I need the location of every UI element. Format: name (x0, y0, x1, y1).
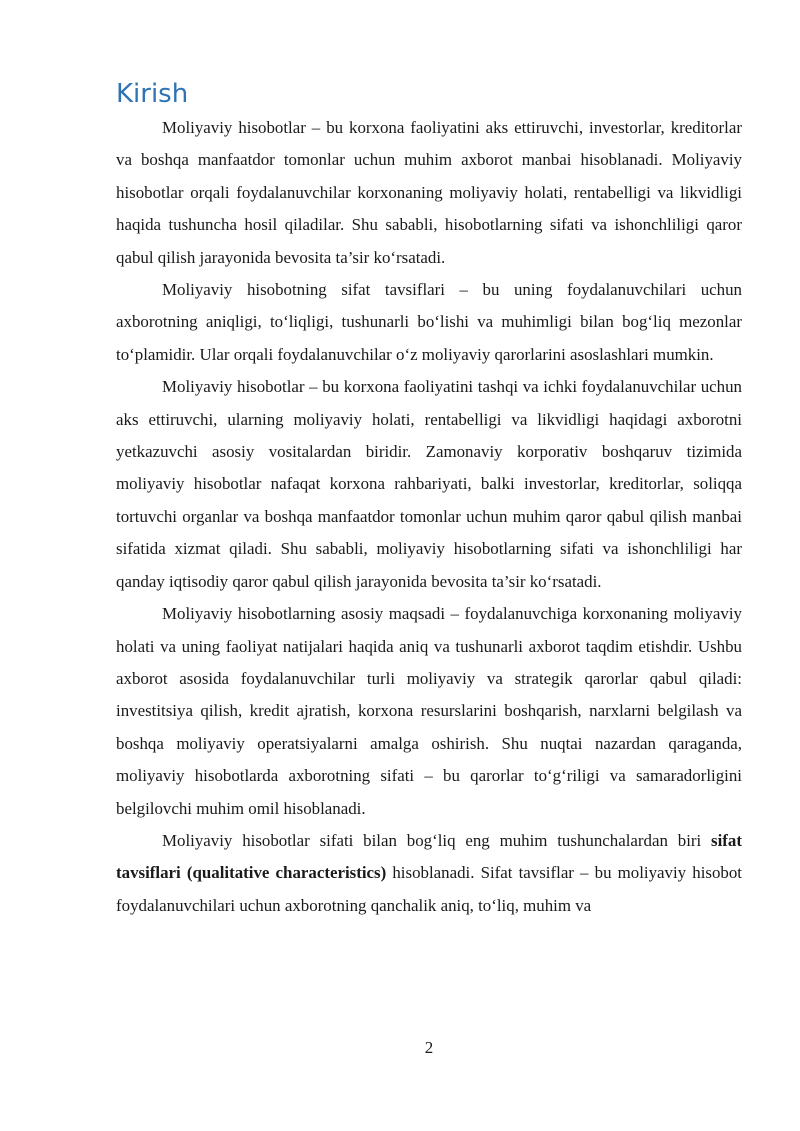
paragraph-5-text-after: hisoblanadi. Sifat tavsiflar – bu moliyaviy hisobot foydalanuvchilari uchun axborotning qanchalik aniq, to‘liq, muhim va (116, 863, 742, 915)
page-number: 2 (424, 1038, 434, 1057)
paragraph-3: Moliyaviy hisobotlar – bu korxona faoliyatini tashqi va ichki foydalanuvchilar uchun aks ettiruvchi, ularning moliyaviy holati, rentabelligi va likvidligi haqidagi axborotni yetkazuvchi asosiy vositalardan biridir. Zamonaviy korporativ boshqaruv tizimida moliyaviy hisobotlar nafaqat korxona rahbariyati, balki investorlar, kreditorlar, soliqqa tortuvchi organlar va boshqa manfaatdor tomonlar uchun muhim qaror qabul qilish manbai sifatida xizmat qiladi. Shu sababli, moliyaviy hisobotlarning sifati va ishonchliligi har qanday iqtisodiy qaror qabul qilish jarayonida bevosita ta’sir ko‘rsatadi. (116, 377, 742, 591)
section-heading: Kirish (116, 79, 189, 109)
paragraph-5-text-before: Moliyaviy hisobotlar sifati bilan bog‘liq eng muhim tushunchalardan biri (162, 830, 712, 850)
paragraph-5 (116, 825, 742, 922)
paragraph-4: Moliyaviy hisobotlarning asosiy maqsadi – foydalanuvchiga korxonaning moliyaviy holati va uning faoliyat natijalari haqida aniq va tushunarli axborot taqdim etishdir. Ushbu axborot asosida foydalanuvchilar turli moliyaviy va strategik qarorlar qabul qiladi: investitsiya qilish, kredit ajratish, korxona resurslarini boshqarish, narxlarni belgilash va boshqa moliyaviy operatsiyalarni amalga oshirish. Shu nuqtai nazardan qaraganda, moliyaviy hisobotlarda axborotning sifati – bu qarorlar to‘g‘riligi va samaradorligini belgilovchi muhim omil hisoblanadi. (116, 604, 742, 818)
paragraph-5-bold-term: sifat tavsiflari (qualitative characteristics) (116, 830, 742, 883)
body-text (116, 112, 742, 922)
paragraph-2: Moliyaviy hisobotning sifat tavsiflari – bu uning foydalanuvchilari uchun axborotning aniqligi, to‘liqligi, tushunarli bo‘lishi va muhimligi bilan bog‘liq mezonlar to‘plamidir. Ular orqali foydalanuvchilar o‘z moliyaviy qarorlarini asoslashlari mumkin. (116, 280, 742, 364)
paragraph-1: Moliyaviy hisobotlar – bu korxona faoliyatini aks ettiruvchi, investorlar, kreditorlar va boshqa manfaatdor tomonlar uchun muhim axborot manbai hisoblanadi. Moliyaviy hisobotlar orqali foydalanuvchilar korxonaning moliyaviy holati, rentabelligi va likvidligi haqida tushuncha hosil qiladilar. Shu sababli, hisobotlarning sifati va ishonchliligi qaror qabul qilish jarayonida bevosita ta’sir ko‘rsatadi. (116, 118, 742, 267)
